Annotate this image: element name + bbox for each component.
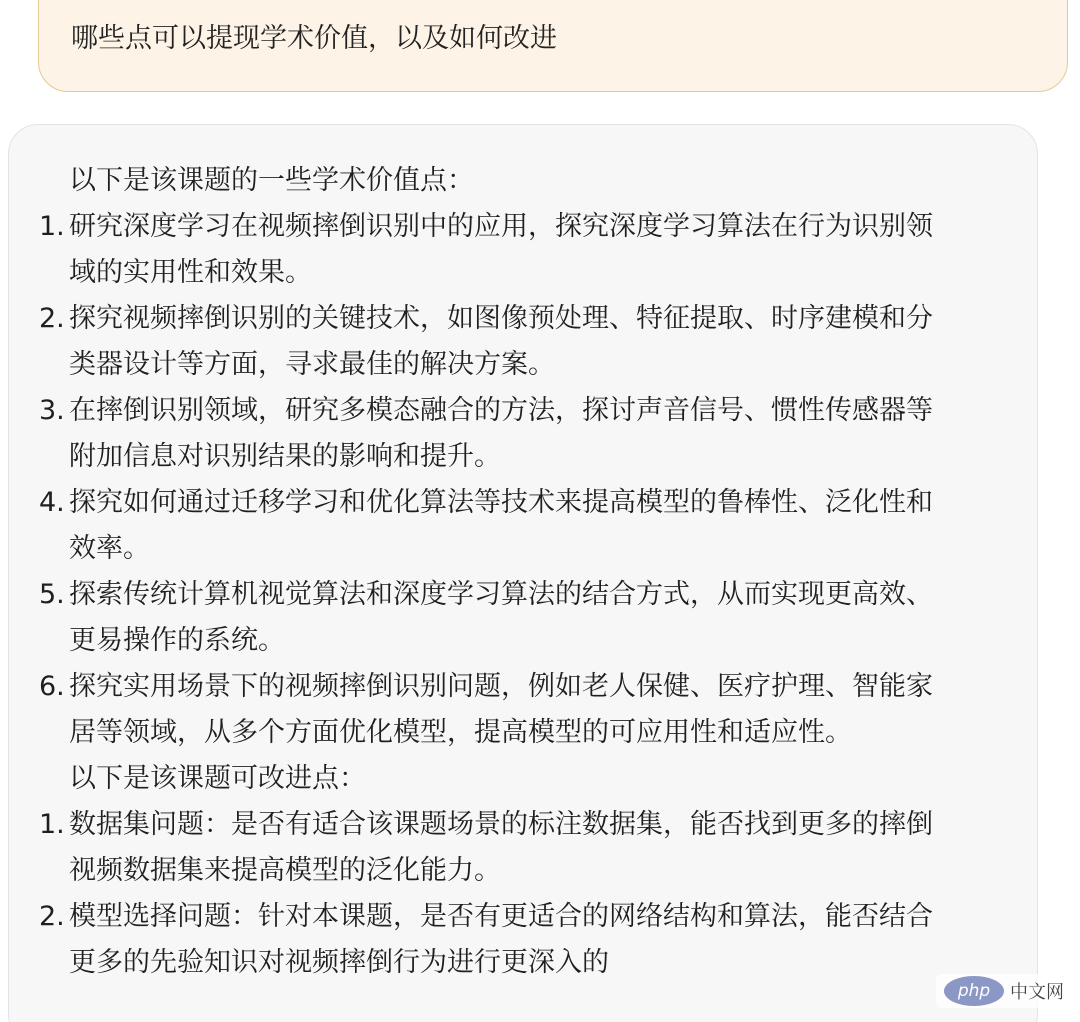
list-item: [39, 388, 1009, 480]
list-item-number: 1.: [39, 211, 65, 242]
list-item-line: 数据集问题：是否有适合该课题场景的标注数据集，能否找到更多的摔倒: [69, 809, 933, 840]
list-item-number: 1.: [39, 809, 65, 840]
php-cn-watermark: [936, 974, 1072, 1008]
list-item: [39, 480, 1009, 572]
improve-intro: 以下是该课题可改进点：: [69, 763, 366, 794]
php-logo-icon: php: [944, 976, 1004, 1006]
list-item-text: [69, 664, 933, 756]
list-item-line: 视频数据集来提高模型的泛化能力。: [69, 855, 501, 886]
list-item-line: 模型选择问题：针对本课题，是否有更适合的网络结构和算法，能否结合: [69, 901, 933, 932]
list-item-number: 4.: [39, 487, 65, 518]
list-item-line: 类器设计等方面，寻求最佳的解决方案。: [69, 349, 555, 380]
list-item-line: 探究如何通过迁移学习和优化算法等技术来提高模型的鲁棒性、泛化性和: [69, 487, 933, 518]
list-item-text: [69, 802, 933, 894]
list-item-line: 居等领域，从多个方面优化模型，提高模型的可应用性和适应性。: [69, 717, 852, 748]
list-item-text: [69, 388, 933, 480]
list-item-number: 6.: [39, 671, 65, 702]
user-message-bubble: [38, 0, 1068, 92]
list-item-line: 在摔倒识别领域，研究多模态融合的方法，探讨声音信号、惯性传感器等: [69, 395, 933, 426]
list-item: [39, 894, 1009, 986]
list-item-number: 5.: [39, 579, 65, 610]
list-item-line: 研究深度学习在视频摔倒识别中的应用，探究深度学习算法在行为识别领: [69, 211, 933, 242]
list-item: [39, 204, 1009, 296]
list-item-line: 效率。: [69, 533, 150, 564]
list-item-line: 更易操作的系统。: [69, 625, 285, 656]
assistant-message-content: [39, 158, 1009, 986]
list-item-number: 2.: [39, 303, 65, 334]
list-item-number: 2.: [39, 901, 65, 932]
list-item-line: 探究视频摔倒识别的关键技术，如图像预处理、特征提取、时序建模和分: [69, 303, 933, 334]
list-item-number: 3.: [39, 395, 65, 426]
watermark-site-text: 中文网: [1010, 982, 1064, 1003]
list-item: [39, 664, 1009, 756]
list-item-line: 更多的先验知识对视频摔倒行为进行更深入的: [69, 947, 609, 978]
assistant-message-bubble: [8, 124, 1038, 1022]
value-intro: 以下是该课题的一些学术价值点：: [69, 165, 474, 196]
list-item-text: [69, 894, 933, 986]
list-item: [39, 572, 1009, 664]
list-item-line: 探索传统计算机视觉算法和深度学习算法的结合方式，从而实现更高效、: [69, 579, 933, 610]
user-message-text: 哪些点可以提现学术价值，以及如何改进: [71, 23, 557, 54]
improve-points-list: [39, 802, 1009, 986]
list-item-text: [69, 480, 933, 572]
list-item-line: 附加信息对识别结果的影响和提升。: [69, 441, 501, 472]
value-points-list: [39, 204, 1009, 756]
list-item-line: 探究实用场景下的视频摔倒识别问题，例如老人保健、医疗护理、智能家: [69, 671, 933, 702]
list-item-line: 域的实用性和效果。: [69, 257, 312, 288]
list-item-text: [69, 204, 933, 296]
list-item-text: [69, 296, 933, 388]
list-item-text: [69, 572, 933, 664]
list-item: [39, 296, 1009, 388]
list-item: [39, 802, 1009, 894]
